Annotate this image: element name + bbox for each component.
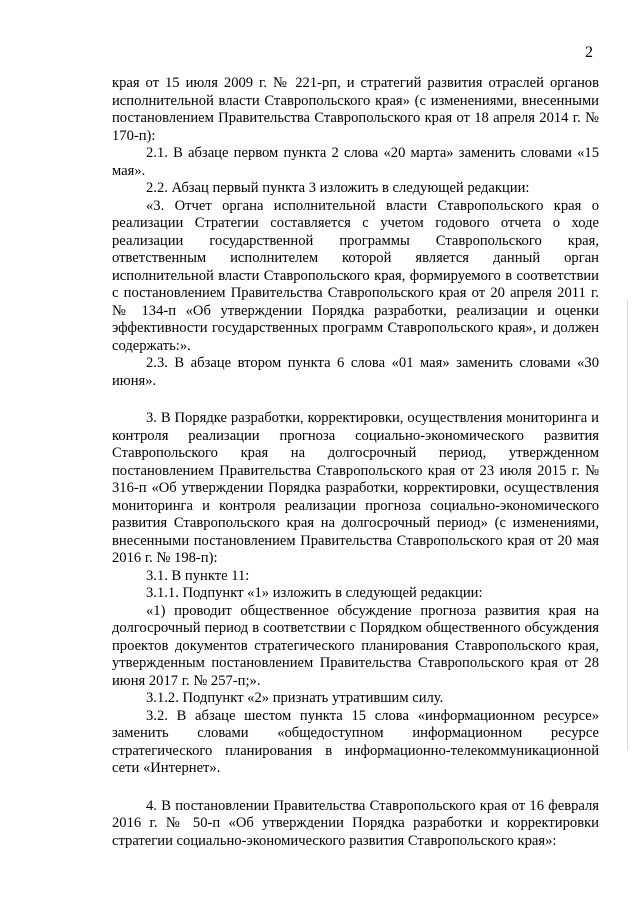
paragraph-quote-3: «3. Отчет органа исполнительной власти Ставропольского края о реализации Стратегии составляется с учетом годового отчета о ходе реализации государственной программы Ставропольского края, ответственным исполнителем которой является данный орган исполнительной власти Ставропольского края, формируемого в соответствии с постановлением Правительства Ставропольского края от 20 апреля 2011 г. № 134-п «Об утверждении Порядка разработки, реализации и оценки эффективности государственных программ Ставропольского края», и должен содержать:». bbox=[112, 197, 599, 354]
paragraph-2-2: 2.2. Абзац первый пункта 3 изложить в следующей редакции: bbox=[146, 180, 530, 196]
page-number: 2 bbox=[585, 44, 593, 61]
scan-edge-line bbox=[627, 300, 628, 750]
paragraph-3: 3. В Порядке разработки, корректировки, осуществления мониторинга и контроля реализации прогноза социально-экономического развития Ставропольского края на долгосрочный период, утвержденном постановлением Правительства Ставропольского края от 23 июля 2015 г. № 316-п «Об утверждении Порядка разработки, корректировки, осуществления мониторинга и контроля реализации прогноза социально-экономического развития Ставропольского края на долгосрочный период» (с изменениями, внесенными постановлением Правительства Ставропольского края от 20 мая 2016 г. № 198-п): bbox=[112, 410, 599, 566]
paragraph-3-1: 3.1. В пункте 11: bbox=[146, 567, 250, 584]
paragraph-2-3: 2.3. В абзаце втором пункта 6 слова «01 мая» заменить словами «30 июня». bbox=[112, 355, 599, 389]
paragraph-3-1-2: 3.1.2. Подпункт «2» признать утратившим силу. bbox=[146, 690, 444, 706]
paragraph-2-1: 2.1. В абзаце первом пункта 2 слова «20 марта» заменить словами «15 мая». bbox=[112, 145, 599, 179]
paragraph-3-2: 3.2. В абзаце шестом пункта 15 слова «информационном ресурсе» заменить словами «общедоступном информационном ресурсе стратегического планирования в информационно-телекоммуникационной сети «Интернет». bbox=[112, 707, 599, 776]
document-body bbox=[112, 75, 599, 850]
paragraph-4: 4. В постановлении Правительства Ставропольского края от 16 февраля 2016 г. № 50-п «Об утверждении Порядка разработки и корректировки стратегии социально-экономического развития Ставропольского края»: bbox=[112, 797, 599, 849]
paragraph-continuation: края от 15 июля 2009 г. № 221-рп, и стратегий развития отраслей органов исполнительной власти Ставропольского края» (с изменениями, внесенными постановлением Правительства Ставропольского края от 18 апреля 2014 г. № 170-п): bbox=[112, 75, 599, 144]
paragraph-quote-1: «1) проводит общественное обсуждение прогноза развития края на долгосрочный период в соответствии с Порядком общественного обсуждения проектов документов стратегического планирования Ставропольского края, утвержденным постановлением Правительства Ставропольского края от 28 июня 2017 г. № 257-п;». bbox=[112, 602, 599, 689]
paragraph-3-1-1: 3.1.1. Подпункт «1» изложить в следующей редакции: bbox=[146, 585, 483, 601]
